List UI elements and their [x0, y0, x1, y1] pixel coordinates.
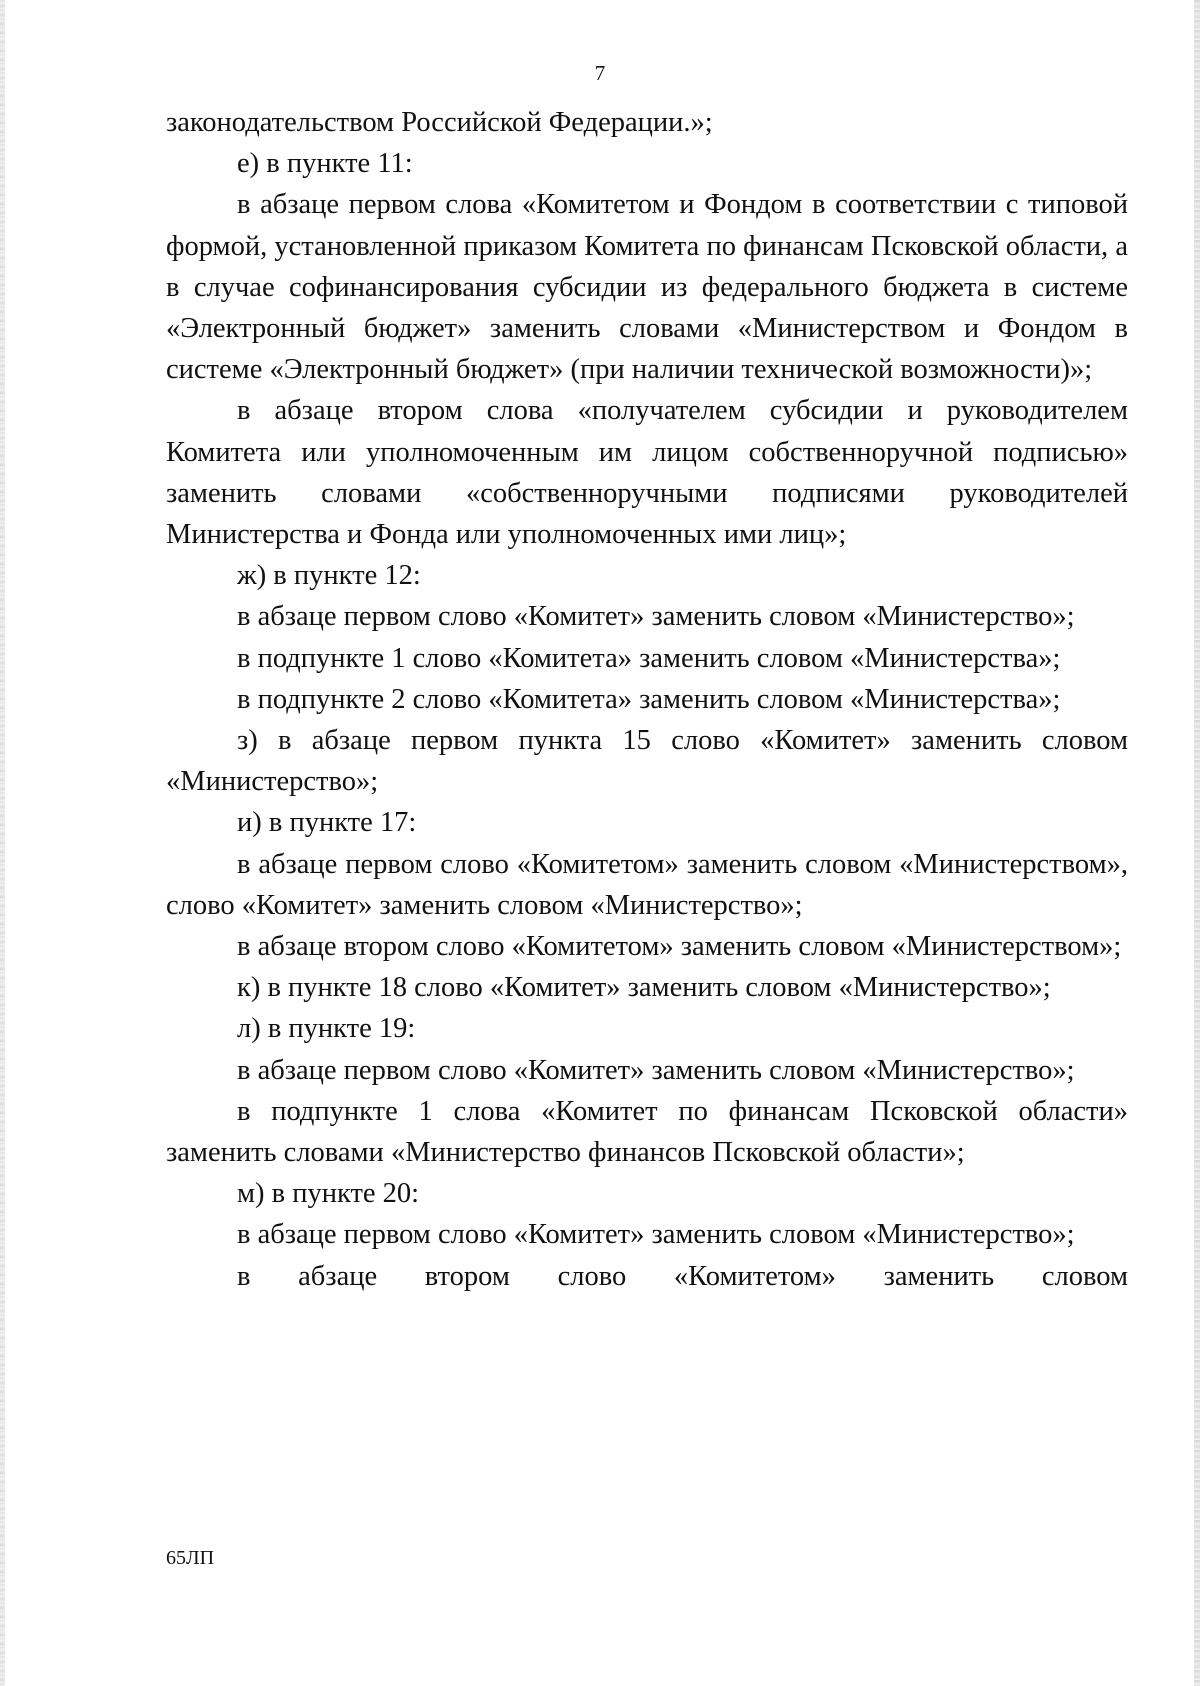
document-body	[166, 102, 1128, 1297]
paragraph: л) в пункте 19:	[237, 1013, 416, 1045]
scan-edge-left	[0, 0, 5, 1686]
paragraph: законодательством Российской Федерации.»;	[166, 107, 713, 138]
scan-edge-right	[1194, 0, 1200, 1686]
paragraph: в подпункте 1 слова «Комитет по финансам Псковской области» заменить словами «Министерство финансов Псковской области»;	[166, 1095, 1128, 1169]
page-number: 7	[594, 61, 606, 85]
paragraph: в абзаце втором слово «Комитетом» заменить словом	[237, 1260, 1128, 1292]
paragraph: в абзаце первом слова «Комитетом и Фондом в соответствии с типовой формой, установленной приказом Комитета по финансам Псковской области, а в случае софинансирования субсидии из федерального бюджета в системе «Электронный бюджет» заменить словами «Министерством и Фондом в системе «Электронный бюджет» (при наличии технической возможности)»;	[166, 189, 1128, 386]
paragraph: к) в пункте 18 слово «Комитет» заменить словом «Министерство»;	[237, 972, 1051, 1004]
paragraph: в абзаце первом слово «Комитет» заменить словом «Министерство»;	[237, 1054, 1075, 1086]
paragraph: е) в пункте 11:	[237, 148, 413, 180]
paragraph: и) в пункте 17:	[237, 807, 417, 839]
document-code: 65ЛП	[166, 1547, 215, 1569]
paragraph: в подпункте 1 слово «Комитета» заменить словом «Министерства»;	[237, 642, 1061, 674]
paragraph: в абзаце втором слова «получателем субсидии и руководителем Комитета или уполномоченным им лицом собственноручной подписью» заменить словами «собственноручными подписями руководителей Министерства и Фонда или уполномоченных ими лиц»;	[166, 395, 1128, 551]
paragraph: в абзаце первом слово «Комитет» заменить словом «Министерство»;	[237, 601, 1075, 633]
paragraph: ж) в пункте 12:	[237, 560, 421, 592]
paragraph: в абзаце втором слово «Комитетом» заменить словом «Министерством»;	[237, 931, 1122, 963]
paragraph: з) в абзаце первом пункта 15 слово «Комитет» заменить словом «Министерство»;	[166, 725, 1128, 798]
paragraph: в подпункте 2 слово «Комитета» заменить словом «Министерства»;	[237, 683, 1061, 715]
paragraph: м) в пункте 20:	[237, 1178, 420, 1210]
paragraph: в абзаце первом слово «Комитетом» заменить словом «Министерством», слово «Комитет» заменить словом «Министерство»;	[166, 848, 1128, 921]
paragraph: в абзаце первом слово «Комитет» заменить словом «Министерство»;	[237, 1219, 1075, 1251]
